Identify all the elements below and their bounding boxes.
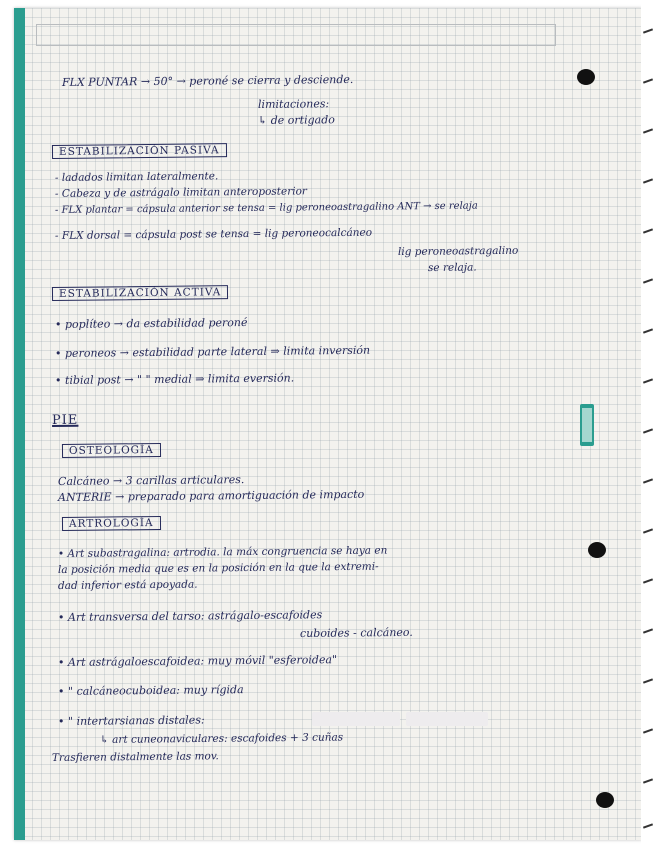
spiral-hook [643, 728, 653, 733]
note-line: ↳ de ortigado [257, 113, 335, 127]
note-line: - Cabeza y de astrágalo limitan anteroposterior [54, 185, 307, 200]
punch-hole [577, 69, 595, 85]
note-line: dad inferior está apoyada. [57, 578, 198, 592]
spiral-hook [643, 628, 653, 633]
redaction-patch [312, 712, 400, 726]
note-line: • tibial post → " " medial ⇒ limita eversión. [54, 371, 295, 387]
note-line: Calcáneo → 3 carillas articulares. [57, 473, 245, 488]
punch-hole [588, 542, 606, 558]
note-line: FLX PUNTAR → 50° → peroné se cierra y desciende. [61, 72, 354, 89]
note-line: • " intertarsianas distales: [57, 713, 205, 728]
punch-hole [596, 792, 614, 808]
note-line: • " calcáneocuboidea: muy rígida [57, 683, 244, 698]
spiral-hook [643, 678, 653, 683]
spiral-hook [643, 128, 653, 133]
note-line: - ladados limitan lateralmente. [54, 170, 219, 184]
spiral-hook [643, 28, 653, 33]
spiral-hook [643, 778, 653, 783]
section-heading: ESTABILIZACIÓN PASIVA [52, 143, 227, 159]
note-line: cuboides - calcáneo. [299, 625, 413, 640]
spiral-hook [643, 478, 653, 483]
spiral-hook [643, 328, 653, 333]
redaction-patch [406, 712, 488, 726]
spiral-hook [643, 178, 653, 183]
spiral-hook [643, 528, 653, 533]
note-line: • Art transversa del tarso: astrágalo-escafoides [57, 608, 323, 624]
spiral-hook [643, 378, 653, 383]
note-line: ↳ art cuneonaviculares: escafoides + 3 cuñas [99, 731, 344, 746]
spiral-binding [641, 0, 655, 848]
note-line: • Art subastragalina: artrodia. la máx congruencia se haya en [57, 544, 388, 560]
spiral-hook [643, 428, 653, 433]
note-line: • peroneos → estabilidad parte lateral ⇒ limita inversión [54, 343, 371, 360]
notebook-edge-strip [14, 8, 25, 840]
header-box [36, 24, 556, 46]
section-heading: OSTEOLOGÍA [62, 443, 161, 458]
section-heading: ESTABILIZACIÓN ACTIVA [52, 285, 228, 301]
note-line: - FLX plantar = cápsula anterior se tensa = lig peroneoastragalino ANT → se relaja [54, 200, 478, 216]
note-line: • Art astrágaloescafoidea: muy móvil "esferoidea" [57, 653, 338, 669]
spiral-hook [643, 578, 653, 583]
note-line: - FLX dorsal = cápsula post se tensa = lig peroneocalcáneo [54, 226, 373, 242]
note-line: • poplíteo → da estabilidad peroné [54, 315, 248, 331]
spiral-hook [643, 78, 653, 83]
section-heading: ARTROLOGÍA [62, 516, 161, 531]
note-line: limitaciones: [257, 97, 330, 111]
spiral-hook [643, 228, 653, 233]
spiral-hook [643, 823, 653, 828]
spiral-hook [643, 278, 653, 283]
note-line: lig peroneoastragalino [397, 244, 519, 258]
note-line: Trasfieren distalmente las mov. [51, 750, 219, 764]
notebook-brand-tab [580, 404, 594, 446]
note-line: se relaja. [427, 261, 477, 274]
note-line: la posición media que es en la posición en la que la extremi- [57, 560, 379, 576]
section-title: PIE [51, 412, 79, 428]
note-line: ANTERIE → preparado para amortiguación de impacto [57, 487, 365, 504]
